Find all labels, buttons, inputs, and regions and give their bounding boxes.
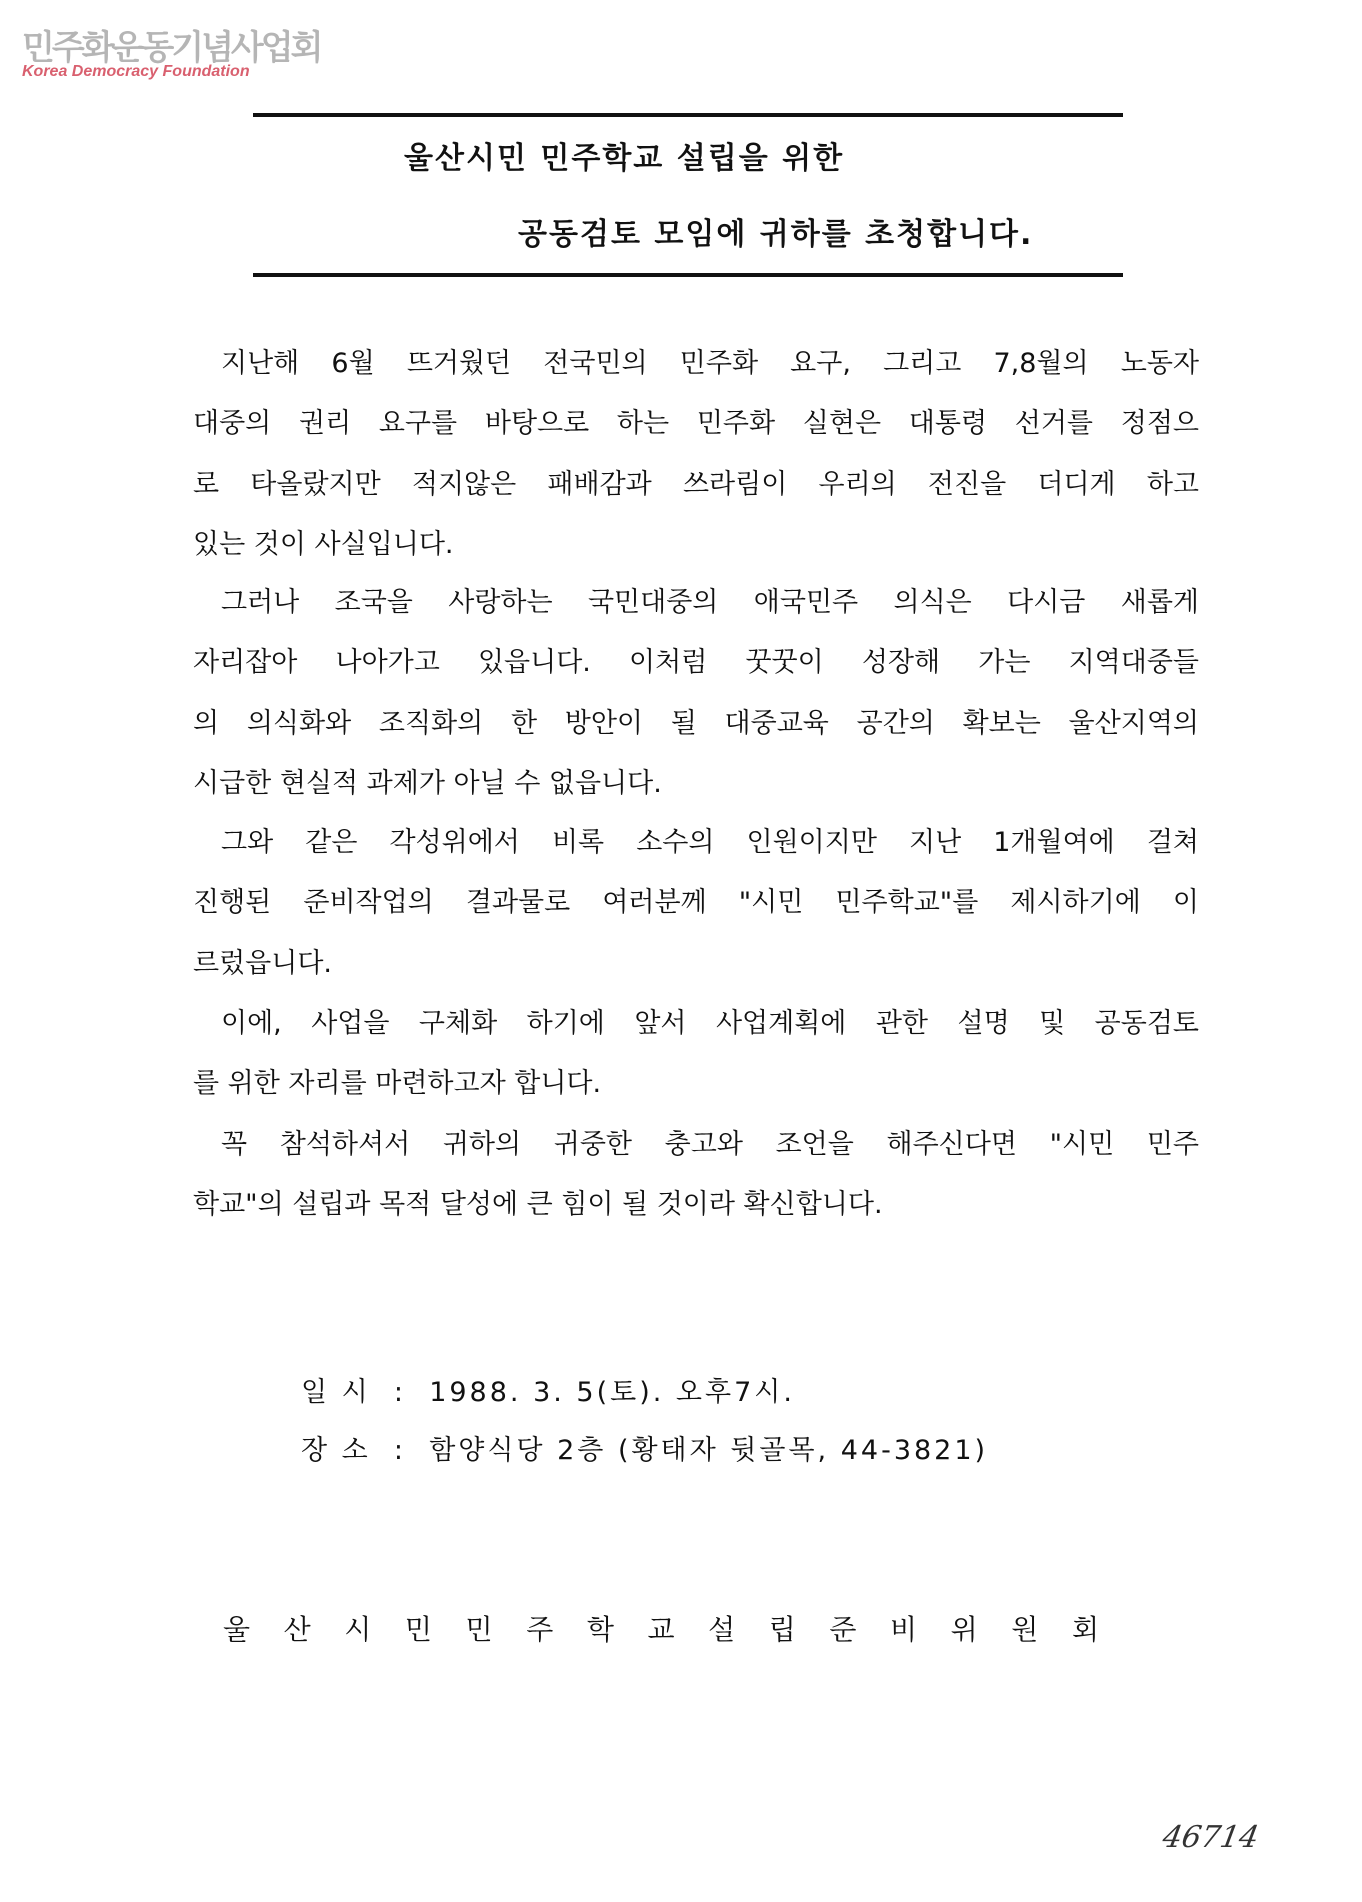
text-line: 그러나 조국을 사랑하는 국민대중의 애국민주 의식은 다시금 새롭게 [221,587,1199,618]
handwritten-number: 46714 [1159,1820,1262,1855]
bottom-rule [253,273,1123,277]
text-line: 이에, 사업을 구체화 하기에 앞서 사업계획에 관한 설명 및 공동검토 [221,1008,1199,1039]
organization-signature: 울 산 시 민 민 주 학 교 설 립 준 비 위 원 회 [223,1613,1099,1646]
text-line: 를 위한 자리를 마련하고자 합니다. [193,1068,602,1100]
datetime-value: 1988. 3. 5(토). 오후7시. [429,1377,795,1408]
text-line: 학교"의 설립과 목적 달성에 큰 힘이 될 것이라 확신합니다. [193,1189,883,1221]
text-line: 로 타올랐지만 적지않은 패배감과 쓰라림이 우리의 전진을 더디게 하고 [193,468,1199,500]
title-line-2: 공동검토 모임에 귀하를 초청합니다. [518,217,1034,252]
logo-english: Korea Democracy Foundation [22,63,250,80]
text-line: 시급한 현실적 과제가 아닐 수 없읍니다. [193,767,662,799]
text-line: 진행된 준비작업의 결과물로 여러분께 "시민 민주학교"를 제시하기에 이 [193,887,1199,919]
text-line: 자리잡아 나아가고 있읍니다. 이처럼 꿋꿋이 성장해 가는 지역대중들 [193,647,1199,679]
paragraph [193,334,1199,575]
text-line: 꼭 참석하셔서 귀하의 귀중한 충고와 조언을 해주신다면 "시민 민주 [221,1129,1199,1160]
datetime-label: 일 시 [301,1377,371,1408]
datetime-row: 일 시 : 1988. 3. 5(토). 오후7시. [301,1377,795,1408]
logo-korean: 민주화운동기념사업회 [22,28,321,68]
place-row: 장 소 : 함양식당 2층 (황태자 뒷골목, 44-3821) [301,1435,989,1466]
paragraph [193,1115,1199,1236]
text-line: 의 의식화와 조직화의 한 방안이 될 대중교육 공간의 확보는 울산지역의 [193,707,1199,739]
text-line: 그와 같은 각성위에서 비록 소수의 인원이지만 지난 1개월여에 걸쳐 [221,827,1199,858]
top-rule [253,113,1123,117]
text-line: 지난해 6월 뜨거웠던 전국민의 민주화 요구, 그리고 7,8월의 노동자 [221,348,1199,379]
paragraph [193,994,1199,1115]
paragraph [193,813,1199,994]
title-line-1: 울산시민 민주학교 설립을 위한 [404,141,845,176]
text-line: 르렀읍니다. [193,947,332,979]
text-line: 있는 것이 사실입니다. [193,528,454,560]
place-value: 함양식당 2층 (황태자 뒷골목, 44-3821) [429,1435,989,1466]
text-line: 대중의 권리 요구를 바탕으로 하는 민주화 실현은 대통령 선거를 정점으 [193,408,1199,440]
paragraph [193,573,1199,814]
place-label: 장 소 [301,1435,371,1466]
